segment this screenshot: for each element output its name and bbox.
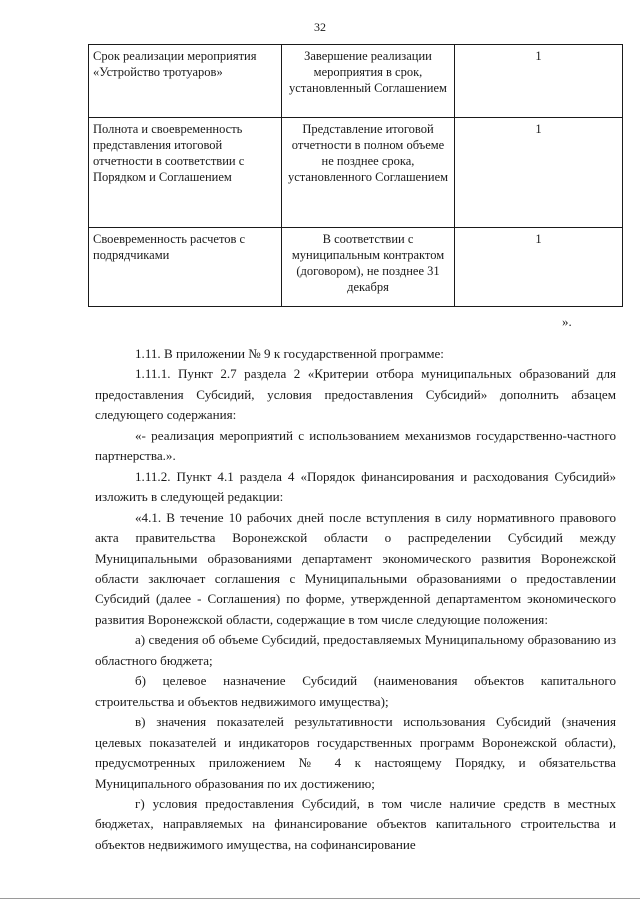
- page-number: 32: [314, 20, 326, 34]
- score-cell: 1: [455, 45, 623, 118]
- score-cell: 1: [455, 118, 623, 228]
- paragraph: а) сведения об объеме Субсидий, предоставляемых Муниципальному образованию из областного бюджета;: [95, 632, 616, 668]
- table-row: [89, 228, 623, 307]
- paragraph: б) целевое назначение Субсидий (наименования объектов капитального строительства и объектов недвижимого имущества);: [95, 673, 616, 709]
- criterion-cell: Своевременность расчетов с подрядчиками: [89, 228, 282, 307]
- paragraph: «- реализация мероприятий с использованием механизмов государственно-частного партнерства.».: [95, 427, 616, 464]
- paragraph: 1.11.1. Пункт 2.7 раздела 2 «Критерии отбора муниципальных образований для предоставления Субсидий, условия предоставления Субсидий» дополнить абзацем следующего содержания:: [95, 366, 616, 423]
- paragraph: 1.11. В приложении № 9 к государственной программе:: [135, 346, 444, 361]
- criterion-cell: Срок реализации мероприятия «Устройство тротуаров»: [89, 45, 282, 118]
- closing-quote: ».: [562, 314, 572, 329]
- criteria-table: [88, 44, 623, 307]
- condition-cell: В соответствии с муниципальным контрактом (договором), не позднее 31 декабря: [282, 228, 455, 307]
- paragraph: «4.1. В течение 10 рабочих дней после вступления в силу нормативного правового акта правительства Воронежской области о распределении Субсидий между Муниципальными образованиями департамент экономического развития Воронежской области заключает соглашения с Муниципальными образованиями о предоставлении Субсидий (далее - Соглашения) по форме, утвержденной департаментом экономического развития Воронежской области, содержащие в том числе следующие положения:: [95, 509, 616, 627]
- condition-cell: Представление итоговой отчетности в полном объеме не позднее срока, установленного Соглашением: [282, 118, 455, 228]
- paragraph: г) условия предоставления Субсидий, в том числе наличие средств в местных бюджетах, направляемых на финансирование объектов капитального строительства и объектов недвижимого имущества, на софинансирование: [95, 795, 616, 852]
- scan-edge-line: [0, 898, 640, 899]
- criterion-cell: Полнота и своевременность представления итоговой отчетности в соответствии с Порядком и Соглашением: [89, 118, 282, 228]
- table-row: [89, 45, 623, 118]
- table-row: [89, 118, 623, 228]
- paragraph: 1.11.2. Пункт 4.1 раздела 4 «Порядок финансирования и расходования Субсидий» изложить в следующей редакции:: [95, 468, 616, 505]
- document-body: [95, 344, 616, 855]
- condition-cell: Завершение реализации мероприятия в срок, установленный Соглашением: [282, 45, 455, 118]
- paragraph: в) значения показателей результативности использования Субсидий (значения целевых показателей и индикаторов государственных программ Воронежской области), предусмотренных приложением № 4 к настоящему Порядку, и обязательства Муниципального образования по их достижению;: [95, 714, 616, 791]
- score-cell: 1: [455, 228, 623, 307]
